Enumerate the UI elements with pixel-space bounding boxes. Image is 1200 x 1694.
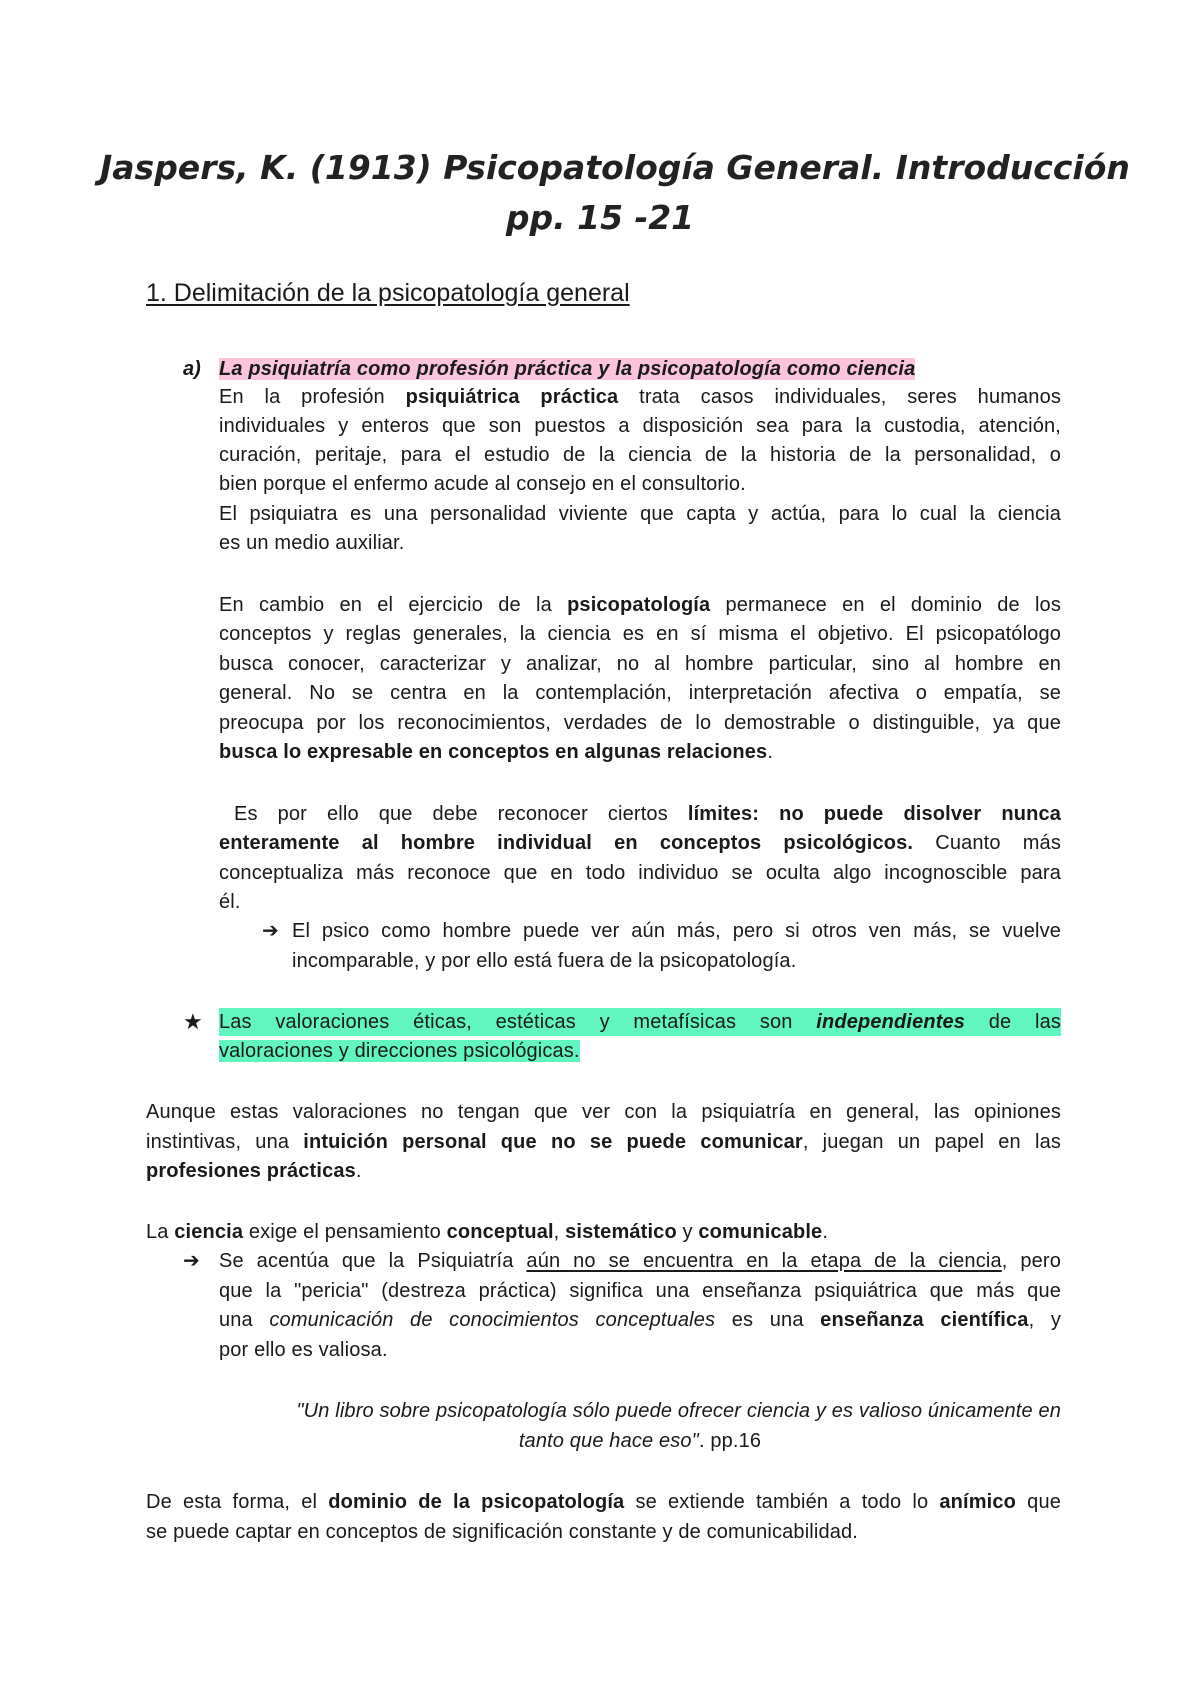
paragraph-line: Aunque estas valoraciones no tengan que ver con la psiquiatría en general, las opiniones (146, 1101, 1061, 1123)
paragraph-line: enteramente al hombre individual en conceptos psicológicos. Cuanto más (219, 832, 1061, 854)
paragraph-line: conceptualiza más reconoce que en todo individuo se oculta algo incognoscible para (219, 862, 1061, 884)
paragraph-line: La ciencia exige el pensamiento conceptual, sistemático y comunicable. (146, 1221, 829, 1243)
paragraph-line: profesiones prácticas. (146, 1160, 362, 1182)
quote-line: tanto que hace eso". pp.16 (518, 1430, 762, 1452)
paragraph-line: es un medio auxiliar. (219, 532, 405, 554)
highlight-line: valoraciones y direcciones psicológicas. (219, 1040, 580, 1062)
paragraph-line: preocupa por los reconocimientos, verdades de lo demostrable o distinguible, ya que (219, 712, 1061, 734)
document-title-pages: pp. 15 -21 (505, 198, 695, 237)
paragraph-line: general. No se centra en la contemplación, interpretación afectiva o empatía, se (219, 682, 1061, 704)
quote-line: "Un libro sobre psicopatología sólo puede ofrecer ciencia y es valioso únicamente en (296, 1400, 1061, 1422)
bullet-line: incomparable, y por ello está fuera de la psicopatología. (292, 950, 797, 972)
section-heading: 1. Delimitación de la psicopatología general (146, 279, 630, 307)
paragraph-line: En cambio en el ejercicio de la psicopatología permanece en el dominio de los (219, 594, 1061, 616)
bullet-line: que la "pericia" (destreza práctica) significa una enseñanza psiquiátrica que más que (219, 1280, 1061, 1302)
paragraph-line: bien porque el enfermo acude al consejo en el consultorio. (219, 473, 746, 495)
bullet-line: Se acentúa que la Psiquiatría aún no se encuentra en la etapa de la ciencia, pero (219, 1250, 1061, 1272)
paragraph-line: instintivas, una intuición personal que no se puede comunicar, juegan un papel en las (146, 1131, 1061, 1153)
paragraph-line: curación, peritaje, para el estudio de la ciencia de la historia de la personalidad, o (219, 444, 1061, 466)
bullet-line: El psico como hombre puede ver aún más, pero si otros ven más, se vuelve (292, 920, 1061, 942)
list-marker: a) (183, 358, 201, 380)
paragraph-line: conceptos y reglas generales, la ciencia es en sí misma el objetivo. El psicopatólogo (219, 623, 1061, 645)
arrow-icon: ➔ (262, 920, 279, 942)
paragraph-line: individuales y enteros que son puestos a disposición sea para la custodia, atención, (219, 415, 1061, 437)
paragraph-line: Es por ello que debe reconocer ciertos límites: no puede disolver nunca (234, 803, 1061, 825)
paragraph-line: En la profesión psiquiátrica práctica trata casos individuales, seres humanos (219, 386, 1061, 408)
paragraph-line: él. (219, 891, 241, 913)
paragraph-line: se puede captar en conceptos de significación constante y de comunicabilidad. (146, 1521, 858, 1543)
subsection-title: La psiquiatría como profesión práctica y la psicopatología como ciencia (219, 358, 916, 380)
highlight-line: Las valoraciones éticas, estéticas y metafísicas son independientes de las (219, 1008, 1061, 1036)
paragraph-line: De esta forma, el dominio de la psicopatología se extiende también a todo lo anímico que (146, 1491, 1061, 1513)
document-title: Jaspers, K. (1913) Psicopatología General. Introducción (100, 148, 1130, 187)
paragraph-line: busca conocer, caracterizar y analizar, no al hombre particular, sino al hombre en (219, 653, 1061, 675)
star-icon: ★ (183, 1009, 203, 1034)
bullet-line: por ello es valiosa. (219, 1339, 388, 1361)
paragraph-line: El psiquiatra es una personalidad viviente que capta y actúa, para lo cual la ciencia (219, 503, 1061, 525)
paragraph-line: busca lo expresable en conceptos en algunas relaciones. (219, 741, 774, 763)
arrow-icon: ➔ (183, 1250, 200, 1272)
bullet-line: una comunicación de conocimientos conceptuales es una enseñanza científica, y (219, 1309, 1061, 1331)
